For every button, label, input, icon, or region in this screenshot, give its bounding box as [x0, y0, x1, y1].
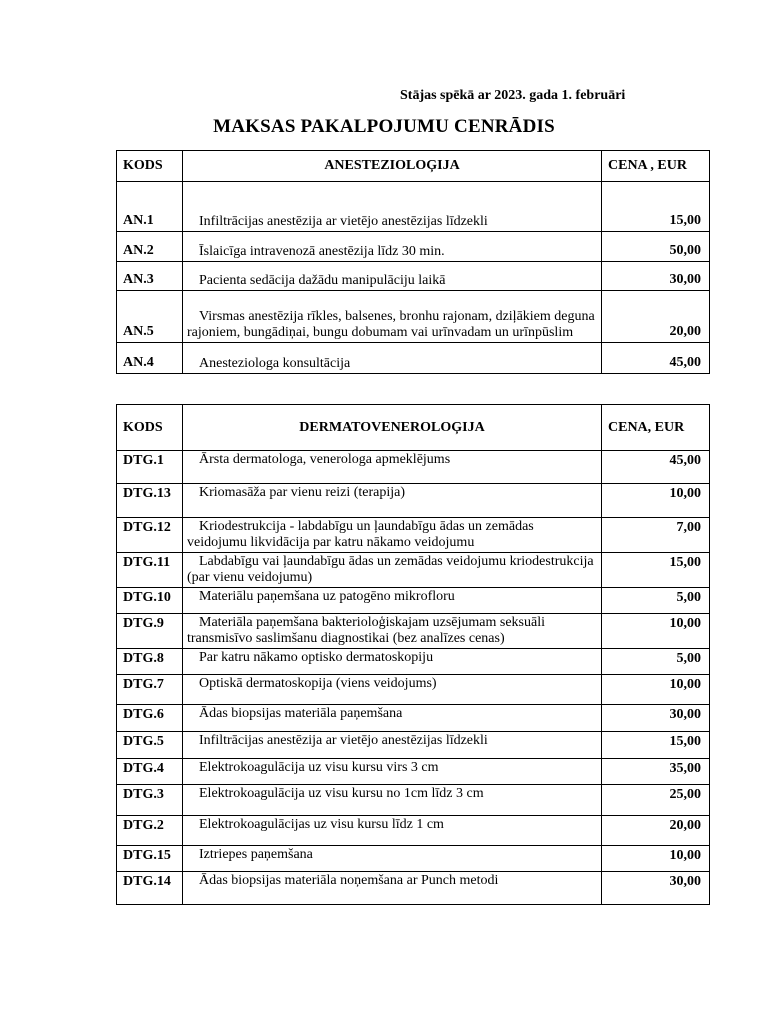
table-row — [117, 816, 710, 846]
table-header-row — [117, 405, 710, 451]
table-row — [117, 518, 710, 553]
service-code: DTG.15 — [117, 846, 183, 872]
table-row — [117, 262, 710, 291]
service-description-cell — [183, 262, 602, 291]
header-price: CENA, EUR — [602, 405, 710, 451]
service-description: Ādas biopsijas materiāla noņemšana ar Punch metodi — [199, 873, 499, 888]
service-price: 15,00 — [602, 553, 710, 588]
service-price: 15,00 — [602, 732, 710, 759]
service-code: DTG.7 — [117, 675, 183, 705]
service-description: Elektrokoagulācija uz visu kursu virs 3 cm — [199, 760, 439, 775]
service-code: DTG.14 — [117, 872, 183, 905]
table-row — [117, 785, 710, 816]
service-description-cell — [183, 343, 602, 374]
table-row — [117, 649, 710, 675]
service-description-cell — [183, 846, 602, 872]
service-price: 30,00 — [602, 872, 710, 905]
service-price: 30,00 — [602, 262, 710, 291]
service-price: 5,00 — [602, 588, 710, 614]
service-description-cell — [183, 705, 602, 732]
header-price: CENA , EUR — [602, 151, 710, 182]
table-header-row — [117, 151, 710, 182]
service-code: AN.3 — [117, 262, 183, 291]
service-price: 45,00 — [602, 343, 710, 374]
service-description: Materiāla paņemšana bakterioloģiskajam uzsējumam seksuāli transmisīvo saslimšanu diagnostikai (bez analīzes cenas) — [187, 615, 545, 646]
service-description-cell — [183, 872, 602, 905]
service-price: 10,00 — [602, 675, 710, 705]
service-price: 10,00 — [602, 614, 710, 649]
table-row — [117, 343, 710, 374]
service-description-cell — [183, 588, 602, 614]
effective-date: Stājas spēkā ar 2023. gada 1. februāri — [400, 88, 626, 103]
service-description: Materiālu paņemšana uz patogēno mikrofloru — [199, 589, 455, 604]
header-code: KODS — [117, 405, 183, 451]
service-code: DTG.11 — [117, 553, 183, 588]
service-description: Pacienta sedācija dažādu manipulāciju laikā — [199, 273, 446, 288]
service-description-cell — [183, 291, 602, 343]
table-row — [117, 232, 710, 262]
service-code: AN.4 — [117, 343, 183, 374]
service-description-cell — [183, 484, 602, 518]
table-row — [117, 484, 710, 518]
service-price: 10,00 — [602, 846, 710, 872]
service-price: 5,00 — [602, 649, 710, 675]
service-description-cell — [183, 614, 602, 649]
table-row — [117, 732, 710, 759]
service-description-cell — [183, 759, 602, 785]
service-description: Infiltrācijas anestēzija ar vietējo anestēzijas līdzekli — [199, 733, 488, 748]
service-description: Labdabīgu vai ļaundabīgu ādas un zemādas veidojumu kriodestrukcija (par vienu veidojumu) — [187, 554, 594, 585]
table-row — [117, 614, 710, 649]
service-description: Elektrokoagulācija uz visu kursu no 1cm līdz 3 cm — [199, 786, 484, 801]
service-description-cell — [183, 232, 602, 262]
table-row — [117, 846, 710, 872]
anesthesiology-price-table — [116, 150, 710, 374]
service-description: Ārsta dermatologa, venerologa apmeklējums — [199, 452, 451, 467]
service-description: Par katru nākamo optisko dermatoskopiju — [199, 650, 434, 665]
service-description-cell — [183, 553, 602, 588]
header-section: DERMATOVENEROLOĢIJA — [183, 405, 602, 451]
service-description-cell — [183, 675, 602, 705]
service-description-cell — [183, 518, 602, 553]
service-price: 25,00 — [602, 785, 710, 816]
service-code: DTG.5 — [117, 732, 183, 759]
service-price: 45,00 — [602, 451, 710, 484]
service-description: Ādas biopsijas materiāla paņemšana — [199, 706, 403, 721]
service-code: AN.5 — [117, 291, 183, 343]
dermatovenereology-price-table — [116, 404, 710, 905]
service-description-cell — [183, 451, 602, 484]
service-code: DTG.2 — [117, 816, 183, 846]
service-description: Elektrokoagulācijas uz visu kursu līdz 1 cm — [199, 817, 444, 832]
page-title: MAKSAS PAKALPOJUMU CENRĀDIS — [213, 116, 555, 137]
service-code: DTG.9 — [117, 614, 183, 649]
table-row — [117, 291, 710, 343]
header-code: KODS — [117, 151, 183, 182]
service-code: DTG.4 — [117, 759, 183, 785]
service-description: Iztriepes paņemšana — [199, 847, 313, 862]
service-code: DTG.10 — [117, 588, 183, 614]
service-price: 50,00 — [602, 232, 710, 262]
table-row — [117, 588, 710, 614]
service-description: Kriomasāža par vienu reizi (terapija) — [199, 485, 406, 500]
service-code: DTG.8 — [117, 649, 183, 675]
service-description: Īslaicīga intravenozā anestēzija līdz 30 min. — [199, 244, 445, 259]
service-price: 30,00 — [602, 705, 710, 732]
table-row — [117, 451, 710, 484]
table-row — [117, 553, 710, 588]
service-description-cell — [183, 182, 602, 232]
service-price: 20,00 — [602, 816, 710, 846]
service-code: DTG.12 — [117, 518, 183, 553]
service-code: DTG.6 — [117, 705, 183, 732]
service-description: Virsmas anestēzija rīkles, balsenes, bronhu rajonam, dziļākiem deguna rajoniem, bungādiņai, bungu dobumam vai urīnvadam un urīnpūslim — [187, 309, 595, 340]
service-code: AN.1 — [117, 182, 183, 232]
service-code: DTG.1 — [117, 451, 183, 484]
service-price: 35,00 — [602, 759, 710, 785]
service-description: Kriodestrukcija - labdabīgu un ļaundabīgu ādas un zemādas veidojumu likvidācija par katru nākamo veidojumu — [187, 519, 534, 550]
table-row — [117, 705, 710, 732]
service-price: 15,00 — [602, 182, 710, 232]
service-description-cell — [183, 816, 602, 846]
service-code: DTG.3 — [117, 785, 183, 816]
table-row — [117, 182, 710, 232]
service-price: 7,00 — [602, 518, 710, 553]
service-description: Infiltrācijas anestēzija ar vietējo anestēzijas līdzekli — [199, 214, 488, 229]
table-row — [117, 759, 710, 785]
service-price: 20,00 — [602, 291, 710, 343]
service-description: Anesteziologa konsultācija — [199, 356, 351, 371]
table-row — [117, 675, 710, 705]
service-code: AN.2 — [117, 232, 183, 262]
header-section: ANESTEZIOLOĢIJA — [183, 151, 602, 182]
service-code: DTG.13 — [117, 484, 183, 518]
service-description-cell — [183, 732, 602, 759]
service-description-cell — [183, 785, 602, 816]
service-description: Optiskā dermatoskopija (viens veidojums) — [199, 676, 437, 691]
table-row — [117, 872, 710, 905]
service-description-cell — [183, 649, 602, 675]
service-price: 10,00 — [602, 484, 710, 518]
